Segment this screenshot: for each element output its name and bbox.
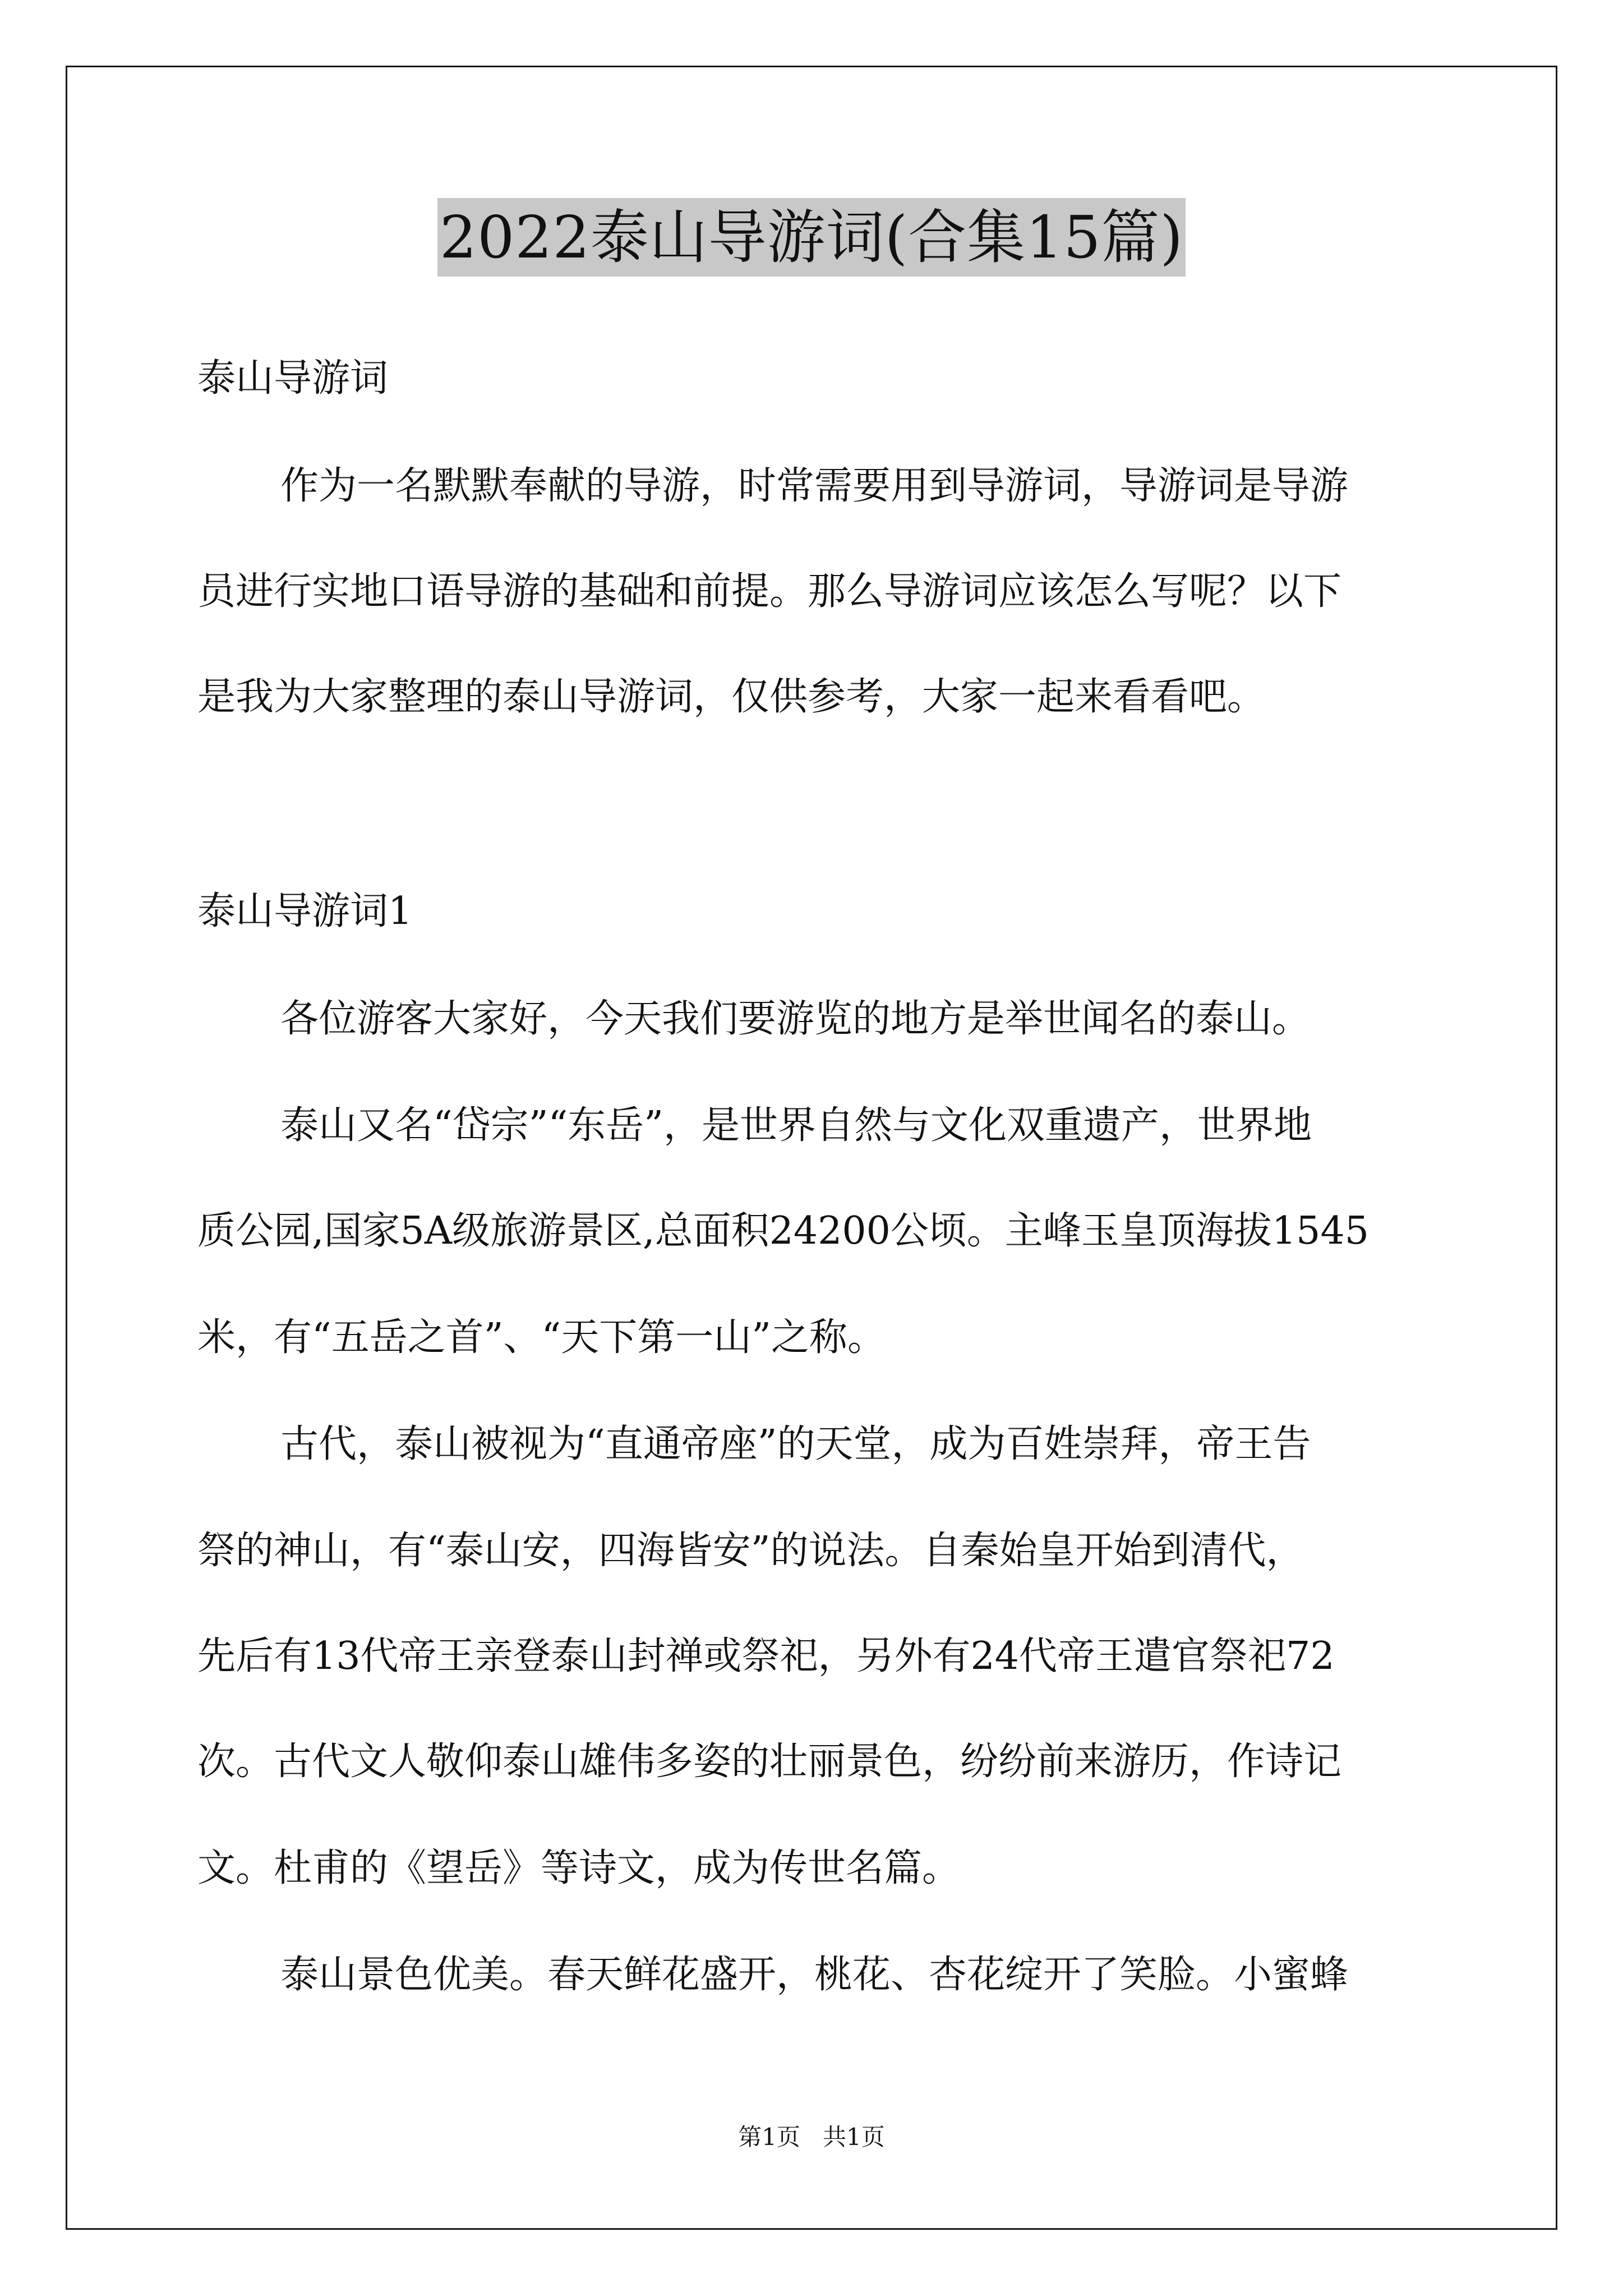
paragraph-line: 米，有“五岳之首”、“天下第一山”之称。 xyxy=(197,1315,886,1360)
page-footer: 第1页 共1页 xyxy=(738,2123,885,2151)
paragraph-line: 质公园,国家5A级旅游景区,总面积24200公顷。主峰玉皇顶海拔1545 xyxy=(197,1209,1369,1253)
paragraph-line: 各位游客大家好，今天我们要游览的地方是举世闻名的泰山。 xyxy=(280,997,1311,1041)
paragraph-line: 是我为大家整理的泰山导游词，仅供参考，大家一起来看看吧。 xyxy=(197,675,1266,719)
document-title: 2022泰山导游词(合集15篇) xyxy=(437,198,1186,277)
paragraph-line: 古代，泰山被视为“直通帝座”的天堂，成为百姓崇拜，帝王告 xyxy=(280,1422,1311,1466)
paragraph-line: 先后有13代帝王亲登泰山封禅或祭祀，另外有24代帝王遣官祭祀72 xyxy=(197,1634,1335,1678)
section-heading-intro: 泰山导游词 xyxy=(197,356,389,401)
paragraph-line: 泰山又名“岱宗”“东岳”，是世界自然与文化双重遗产，世界地 xyxy=(280,1103,1312,1148)
paragraph-line: 次。古代文人敬仰泰山雄伟多姿的壮丽景色，纷纷前来游历，作诗记 xyxy=(197,1740,1342,1784)
section-heading-1: 泰山导游词1 xyxy=(197,889,413,933)
paragraph-line: 作为一名默默奉献的导游，时常需要用到导游词，导游词是导游 xyxy=(280,464,1349,508)
paragraph-line: 泰山景色优美。春天鲜花盛开，桃花、杏花绽开了笑脸。小蜜蜂 xyxy=(280,1953,1349,1997)
paragraph-line: 文。杜甫的《望岳》等诗文，成为传世名篇。 xyxy=(197,1846,961,1890)
title-wrap xyxy=(0,198,1623,277)
paragraph-line: 祭的神山，有“泰山安，四海皆安”的说法。自秦始皇开始到清代， xyxy=(197,1529,1304,1573)
paragraph-line: 员进行实地口语导游的基础和前提。那么导游词应该怎么写呢？以下 xyxy=(197,569,1342,614)
